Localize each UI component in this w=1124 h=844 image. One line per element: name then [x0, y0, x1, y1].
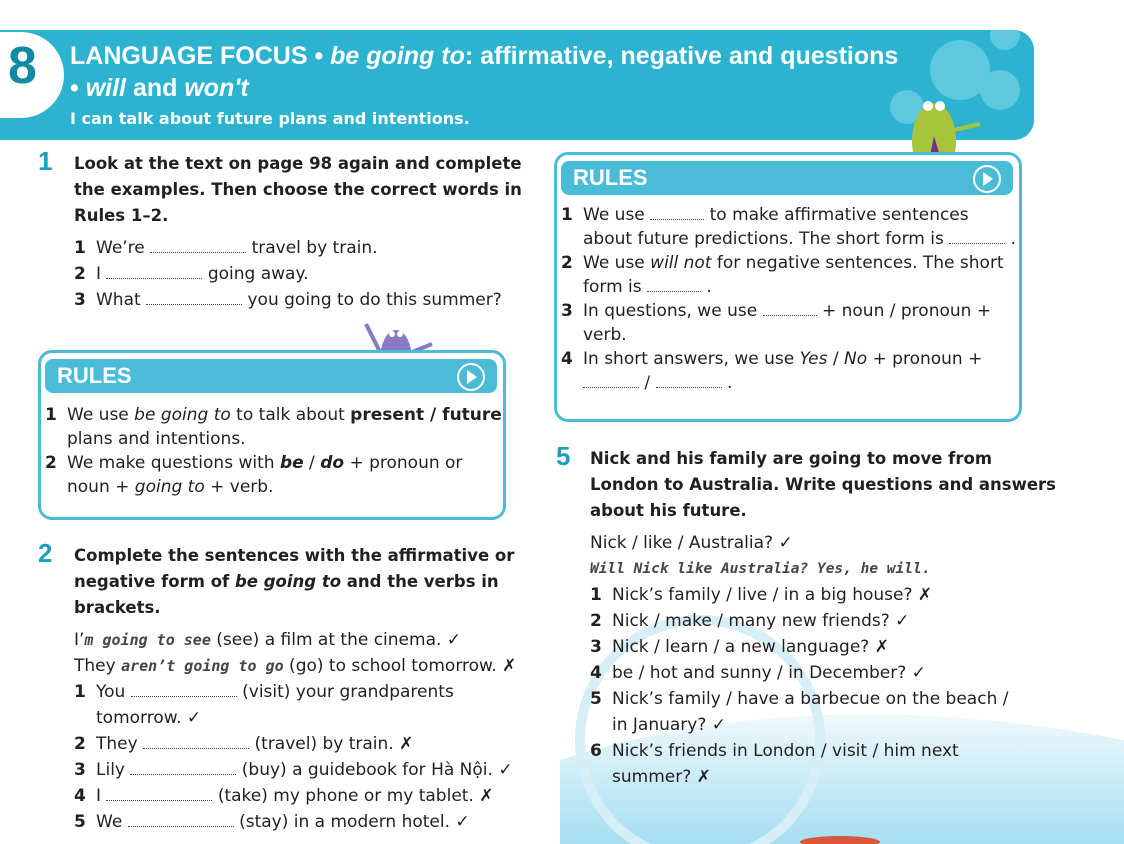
rule-item: 2 We use will not for negative sentences. The short [561, 253, 1004, 273]
example-line: They aren’t going to go (go) to school tomorrow. ✗ [74, 656, 517, 676]
example-answer: Will Nick like Australia? Yes, he will. [590, 561, 931, 577]
page-title-line2: • will and won't [70, 74, 249, 102]
answer-blank[interactable] [106, 266, 202, 279]
list-item: 5 Nick’s family / have a barbecue on the beach / [590, 689, 1009, 709]
exercise-5-examples [590, 530, 930, 582]
rule-item: 4 In short answers, we use Yes / No + pronoun + [561, 349, 983, 369]
play-icon[interactable] [457, 363, 485, 391]
page-title: LANGUAGE FOCUS • be going to: affirmative, negative and questions [70, 42, 899, 70]
exercise-5-instructions: Nick and his family are going to move from London to Australia. Write questions and answers about his future. [590, 449, 1056, 520]
list-item: 2 Nick / make / many new friends? ✓ [590, 611, 910, 631]
exercise-2-items [74, 679, 513, 835]
answer-blank[interactable] [146, 292, 242, 305]
rule-item: 2 We make questions with be / do + pronoun or [45, 453, 463, 473]
rule-item-cont: form is . [583, 277, 712, 297]
play-icon[interactable] [973, 165, 1001, 193]
list-item: 5 We (stay) in a modern hotel. ✓ [74, 812, 470, 832]
answer-blank[interactable] [130, 762, 236, 775]
rule-item-cont: noun + going to + verb. [67, 477, 274, 497]
exercise-2-instructions: Complete the sentences with the affirmative or negative form of be going to and the verbs in brackets. [74, 546, 515, 617]
rules-1-list [45, 403, 502, 499]
list-item: in January? ✓ [612, 715, 727, 735]
rules-heading-1: RULES [45, 359, 497, 393]
answer-blank[interactable] [656, 375, 722, 388]
rules-heading-2: RULES [561, 161, 1013, 195]
rule-item-cont: about future predictions. The short form is . [583, 229, 1017, 249]
rules-box-2 [554, 152, 1022, 422]
exercise-2-examples [74, 627, 516, 679]
answer-blank[interactable] [650, 207, 704, 220]
rule-item-cont: plans and intentions. [67, 429, 246, 449]
list-item: 2 I going away. [74, 264, 309, 284]
list-item: 1 Nick’s family / live / in a big house? ✗ [590, 585, 933, 605]
answer-blank[interactable] [583, 375, 639, 388]
rule-item: 1 We use to make affirmative sentences [561, 205, 969, 225]
list-item: 2 They (travel) by train. ✗ [74, 734, 414, 754]
list-item: 3 What you going to do this summer? [74, 290, 502, 310]
list-item: summer? ✗ [612, 767, 711, 787]
list-item: 6 Nick’s friends in London / visit / him next [590, 741, 959, 761]
exercise-5-items [590, 582, 1008, 790]
rule-item-cont: verb. [583, 325, 627, 345]
unit-number: 8 [8, 37, 37, 95]
exercise-1-items [74, 235, 502, 313]
list-item: tomorrow. ✓ [96, 708, 202, 728]
example-line: I’m going to see (see) a film at the cinema. ✓ [74, 630, 462, 650]
exercise-1-number: 1 [38, 146, 53, 176]
exercise-2-number: 2 [38, 538, 53, 568]
page-subtitle: I can talk about future plans and intentions. [70, 109, 470, 128]
rule-item: 1 We use be going to to talk about present / future [45, 405, 502, 425]
exercise-5-number: 5 [556, 441, 571, 471]
answer-blank[interactable] [106, 788, 212, 801]
list-item: 4 I (take) my phone or my tablet. ✗ [74, 786, 494, 806]
list-item: 3 Nick / learn / a new language? ✗ [590, 637, 889, 657]
answer-blank[interactable] [143, 736, 249, 749]
answer-blank[interactable] [647, 279, 701, 292]
list-item: 1 We’re travel by train. [74, 238, 378, 258]
rule-item: 3 In questions, we use + noun / pronoun + [561, 301, 992, 321]
example-question: Nick / like / Australia? ✓ [590, 533, 793, 553]
answer-blank[interactable] [763, 303, 817, 316]
answer-blank[interactable] [128, 814, 234, 827]
rules-box-1 [38, 350, 506, 520]
list-item: 3 Lily (buy) a guidebook for Hà Nội. ✓ [74, 760, 513, 780]
answer-blank[interactable] [949, 231, 1005, 244]
answer-blank[interactable] [131, 684, 237, 697]
rules-2-list [561, 203, 1016, 395]
rule-item-cont: / . [561, 371, 1016, 395]
list-item: 4 be / hot and sunny / in December? ✓ [590, 663, 926, 683]
exercise-1-instructions: Look at the text on page 98 again and complete the examples. Then choose the correct words in Rules 1–2. [74, 154, 522, 225]
answer-blank[interactable] [150, 240, 246, 253]
list-item: 1 You (visit) your grandparents [74, 682, 454, 702]
